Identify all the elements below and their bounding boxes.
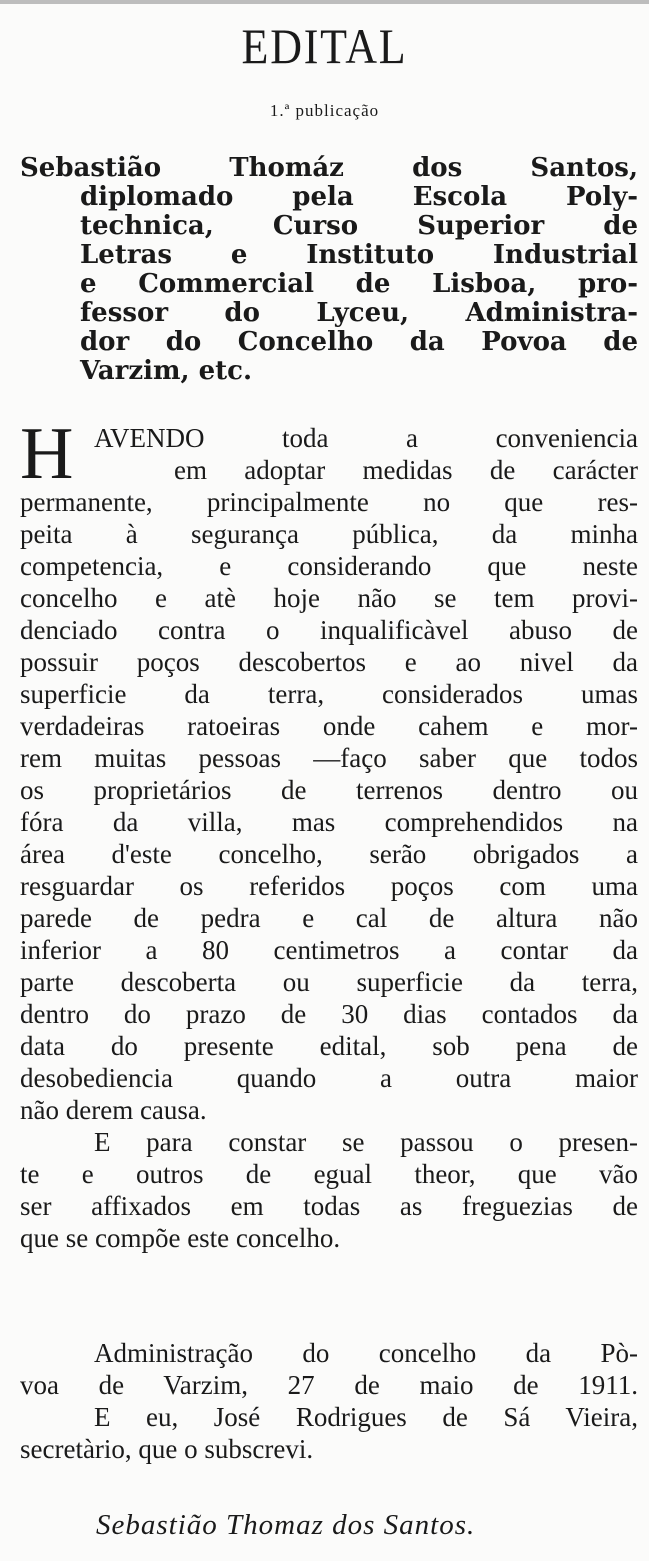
body-line: te e outros de egual theor, que vão	[20, 1159, 638, 1189]
body-line: denciado contra o inqualificàvel abuso de	[20, 615, 638, 645]
header-line: Varzim, etc.	[80, 356, 253, 386]
body-line: parede de pedra e cal de altura não	[20, 903, 638, 933]
body-line: data do presente edital, sob pena de	[20, 1031, 638, 1061]
drop-cap: H	[20, 413, 74, 495]
header-line: Letras e Instituto Industrial	[80, 240, 638, 270]
body-line: permanente, principalmente no que res-	[20, 487, 638, 517]
closing-line: voa de Varzim, 27 de maio de 1911.	[20, 1370, 638, 1400]
body-line: E para constar se passou o presen-	[94, 1127, 638, 1157]
publication-note: 1.ª publicação	[269, 101, 380, 120]
body-line: peita à segurança pública, da minha	[20, 519, 638, 549]
body-line: parte descoberta ou superficie da terra,	[20, 967, 638, 997]
signature: Sebastião Thomaz dos Santos.	[96, 1509, 476, 1541]
body-line: inferior a 80 centimetros a contar da	[20, 935, 638, 965]
top-border-strip	[0, 0, 649, 4]
header-line: e Commercial de Lisboa, pro-	[80, 269, 638, 299]
body-line: competencia, e considerando que neste	[20, 551, 638, 581]
closing-line: Administração do concelho da Pò-	[94, 1338, 638, 1368]
body-line: superficie da terra, considerados umas	[20, 679, 638, 709]
body-line: rem muitas pessoas —faço saber que todos	[20, 743, 638, 773]
body-line: desobediencia quando a outra maior	[20, 1063, 638, 1093]
body-line: fóra da villa, mas comprehendidos na	[20, 807, 638, 837]
body-line: que se compõe este concelho.	[20, 1223, 341, 1253]
body-line: verdadeiras ratoeiras onde cahem e mor-	[20, 711, 638, 741]
header-line: Sebastião Thomáz dos Santos,	[20, 153, 638, 183]
body-line: dentro do prazo de 30 dias contados da	[20, 999, 638, 1029]
body-line: concelho e atè hoje não se tem provi-	[20, 583, 638, 613]
header-line: technica, Curso Superior de	[80, 211, 638, 241]
body-line: os proprietários de terrenos dentro ou	[20, 775, 638, 805]
closing-block	[20, 1338, 638, 1466]
edital-body	[20, 413, 638, 1254]
closing-line: secretàrio, que o subscrevi.	[20, 1434, 314, 1464]
header-line: diplomado pela Escola Poly-	[80, 182, 638, 212]
header-line: dor do Concelho da Povoa de	[80, 327, 638, 357]
document-title: EDITAL	[241, 18, 408, 74]
body-line: área d'este concelho, serão obrigados a	[20, 839, 638, 869]
body-line: resguardar os referidos poços com uma	[20, 871, 638, 901]
body-line: AVENDO toda a conveniencia	[94, 423, 638, 453]
official-header	[20, 154, 638, 386]
closing-line: E eu, José Rodrigues de Sá Vieira,	[94, 1402, 638, 1432]
body-line: não derem causa.	[20, 1095, 207, 1125]
body-line: possuir poços descobertos e ao nivel da	[20, 647, 638, 677]
body-line: ser affixados em todas as freguezias de	[20, 1191, 638, 1221]
header-line: fessor do Lyceu, Administra-	[80, 298, 638, 328]
body-line: em adoptar medidas de carácter	[174, 455, 638, 485]
